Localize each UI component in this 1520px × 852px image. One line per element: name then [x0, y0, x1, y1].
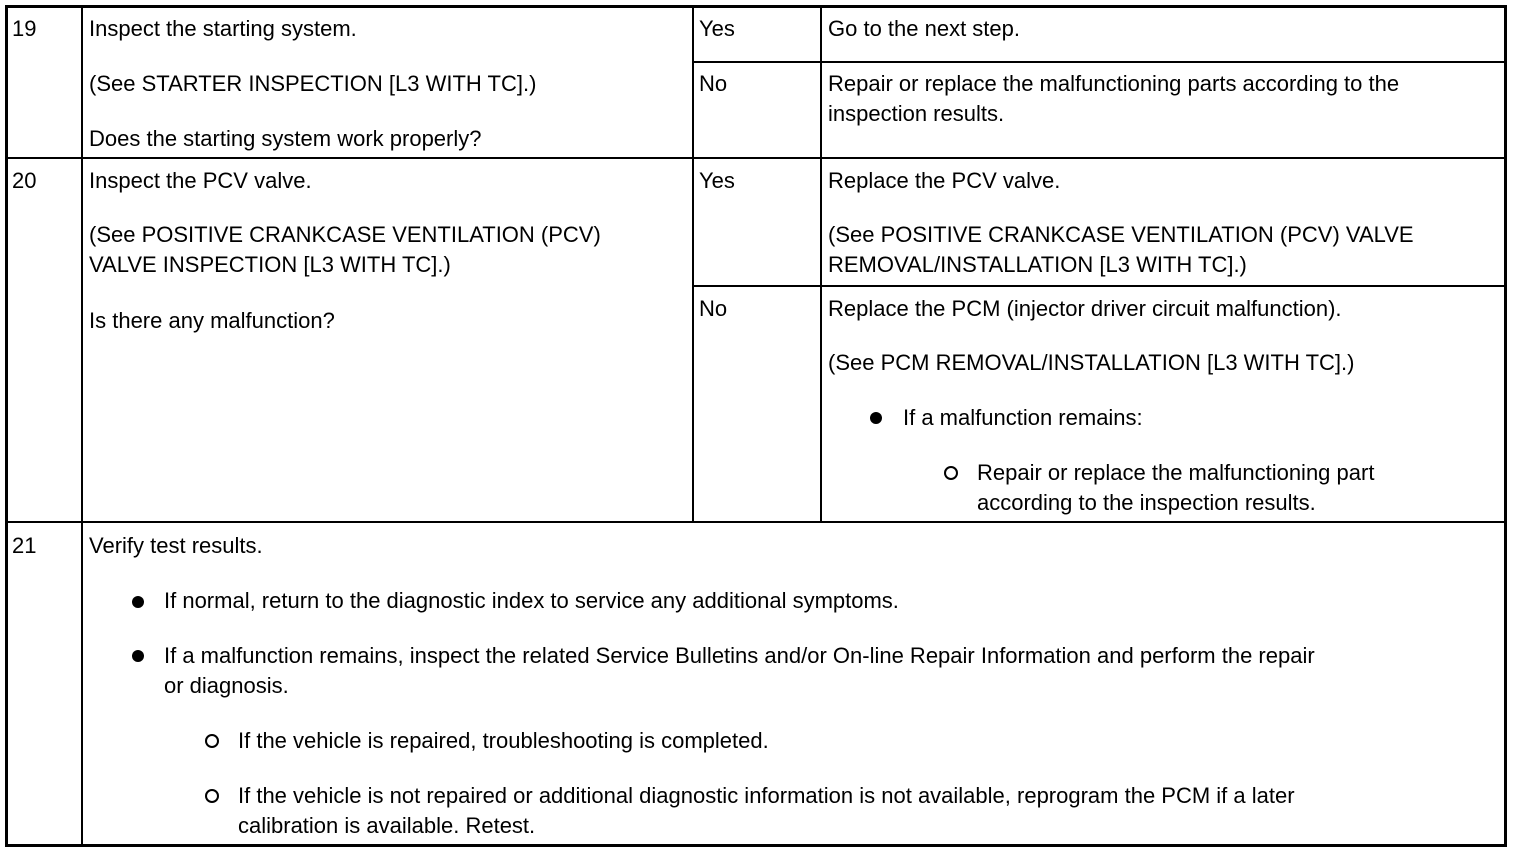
step-20-no-reference: (See PCM REMOVAL/INSTALLATION [L3 WITH TC].) — [828, 350, 1355, 375]
step-20-yes-action: Replace the PCV valve. — [828, 168, 1061, 193]
step-21-instruction: Verify test results. — [89, 533, 263, 558]
sub-bullet-icon — [944, 466, 958, 480]
bullet-icon — [132, 650, 144, 662]
row-divider-20-21 — [5, 521, 1507, 523]
bullet-icon — [132, 596, 144, 608]
step-19-reference: (See STARTER INSPECTION [L3 WITH TC].) — [89, 71, 537, 96]
answer-divider-19 — [692, 61, 1507, 63]
step-19-instruction: Inspect the starting system. — [89, 16, 357, 41]
step-20-no-label: No — [699, 296, 728, 321]
step-number-20: 20 — [12, 168, 37, 193]
step-20-reference-line1: (See POSITIVE CRANKCASE VENTILATION (PCV) — [89, 222, 601, 247]
sub-bullet-icon — [205, 734, 219, 748]
step-20-no-action: Replace the PCM (injector driver circuit malfunction). — [828, 296, 1342, 321]
step-21-bullet-2-line1: If a malfunction remains, inspect the related Service Bulletins and/or On-line Repair Information and perform the repair — [164, 643, 1315, 668]
step-20-yes-label: Yes — [699, 168, 735, 193]
step-20-yes-reference-line1: (See POSITIVE CRANKCASE VENTILATION (PCV) VALVE — [828, 222, 1414, 247]
step-21-subbullet-2-line2: calibration is available. Retest. — [238, 813, 536, 838]
step-21-bullet-2-line2: or diagnosis. — [164, 673, 289, 698]
step-20-reference-line2: VALVE INSPECTION [L3 WITH TC].) — [89, 252, 451, 277]
row-divider-19-20 — [5, 157, 1507, 159]
step-column-divider — [81, 5, 83, 847]
step-19-no-action-line2: inspection results. — [828, 101, 1005, 126]
step-19-no-action-line1: Repair or replace the malfunctioning parts according to the — [828, 71, 1400, 96]
bullet-icon — [870, 412, 882, 424]
step-19-no-label: No — [699, 71, 728, 96]
answer-divider-20 — [692, 285, 1507, 287]
sub-bullet-icon — [205, 789, 219, 803]
step-19-yes-action: Go to the next step. — [828, 16, 1021, 41]
step-21-bullet-1: If normal, return to the diagnostic index to service any additional symptoms. — [164, 588, 899, 613]
step-20-instruction: Inspect the PCV valve. — [89, 168, 312, 193]
step-number-19: 19 — [12, 16, 37, 41]
step-20-no-bullet: If a malfunction remains: — [903, 405, 1143, 430]
step-number-21: 21 — [12, 533, 37, 558]
step-20-yes-reference-line2: REMOVAL/INSTALLATION [L3 WITH TC].) — [828, 252, 1247, 277]
step-20-no-subbullet-line1: Repair or replace the malfunctioning part — [977, 460, 1375, 485]
step-19-yes-label: Yes — [699, 16, 735, 41]
step-21-subbullet-2-line1: If the vehicle is not repaired or additional diagnostic information is not available, reprogram the PCM if a later — [238, 783, 1295, 808]
step-20-no-subbullet-line2: according to the inspection results. — [977, 490, 1316, 515]
action-column-divider — [820, 5, 822, 522]
step-19-question: Does the starting system work properly? — [89, 126, 482, 151]
step-20-question: Is there any malfunction? — [89, 308, 335, 333]
step-21-subbullet-1: If the vehicle is repaired, troubleshooting is completed. — [238, 728, 769, 753]
answer-column-divider — [692, 5, 694, 522]
